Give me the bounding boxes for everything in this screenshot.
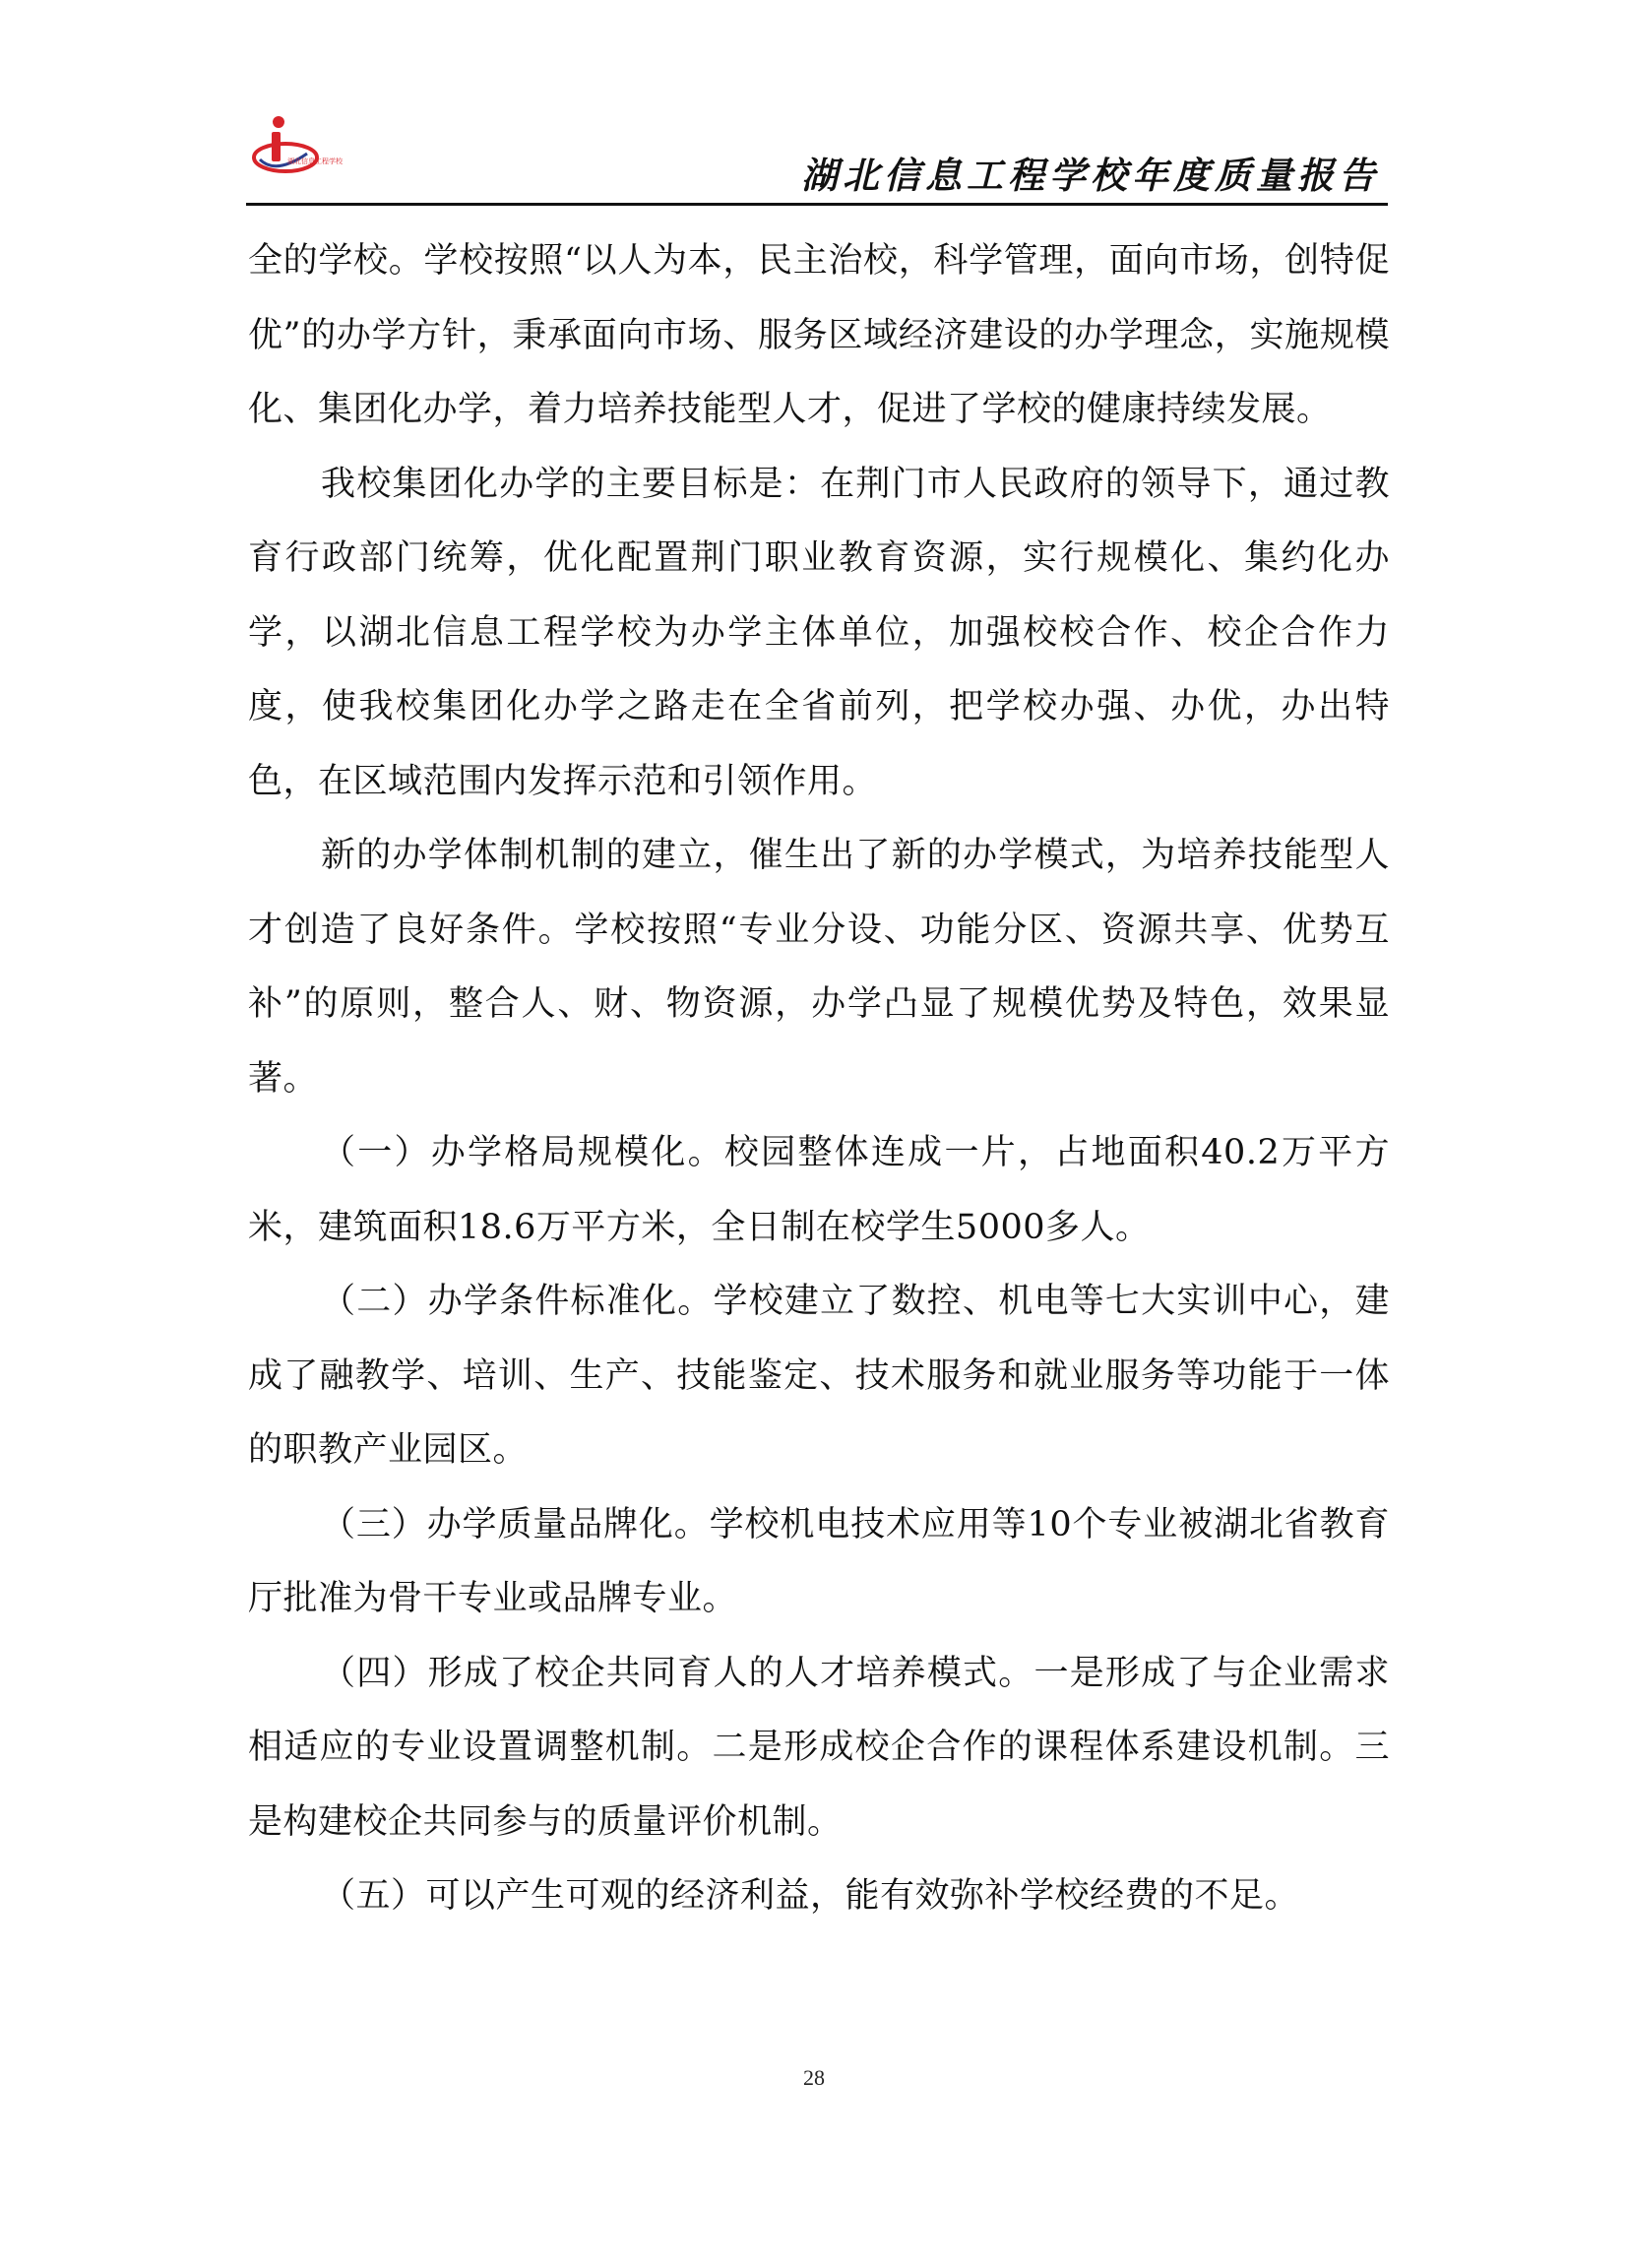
paragraph-goals: 我校集团化办学的主要目标是：在荆门市人民政府的领导下，通过教育行政部门统筹，优化配置荆门职业教育资源，实行规模化、集约化办学，以湖北信息工程学校为办学主体单位，加强校校合作、校企合作力度，使我校集团化办学之路走在全省前列，把学校办强、办优，办出特色，在区域范围内发挥示范和引领作用。 (248, 464, 1390, 801)
paragraph-continuation: 全的学校。学校按照“以人为本，民主治校，科学管理，面向市场，创特促优”的办学方针，秉承面向市场、服务区域经济建设的办学理念，实施规模化、集团化办学，着力培养技能型人才，促进了学校的健康持续发展。 (248, 241, 1390, 429)
school-logo-icon (246, 106, 343, 185)
paragraph-item-3: （三）办学质量品牌化。学校机电技术应用等10个专业被湖北省教育厅批准为骨干专业或品牌专业。 (248, 1504, 1390, 1618)
paragraph-item-2: （二）办学条件标准化。学校建立了数控、机电等七大实训中心，建成了融教学、培训、生产、技能鉴定、技术服务和就业服务等功能于一体的职教产业园区。 (248, 1282, 1390, 1470)
paragraph-item-1: （一）办学格局规模化。校园整体连成一片，占地面积40.2万平方米，建筑面积18.6万平方米，全日制在校学生5000多人。 (248, 1133, 1390, 1247)
paragraph-new-model: 新的办学体制机制的建立，催生出了新的办学模式，为培养技能型人才创造了良好条件。学校按照“专业分设、功能分区、资源共享、优势互补”的原则，整合人、财、物资源，办学凸显了规模优势及特色，效果显著。 (248, 836, 1390, 1099)
paragraph-item-5: （五）可以产生可观的经济利益，能有效弥补学校经费的不足。 (321, 1876, 1300, 1916)
header-divider (246, 203, 1388, 206)
logo-text: 湖北信息工程学校 (287, 158, 343, 165)
report-header-title: 湖北信息工程学校年度质量报告 (801, 154, 1380, 197)
page-number: 28 (803, 2065, 825, 2090)
paragraph-item-4: （四）形成了校企共同育人的人才培养模式。一是形成了与企业需求相适应的专业设置调整机制。二是形成校企合作的课程体系建设机制。三是构建校企共同参与的质量评价机制。 (248, 1653, 1390, 1842)
document-body (248, 224, 1390, 1934)
page-header (246, 98, 1388, 205)
